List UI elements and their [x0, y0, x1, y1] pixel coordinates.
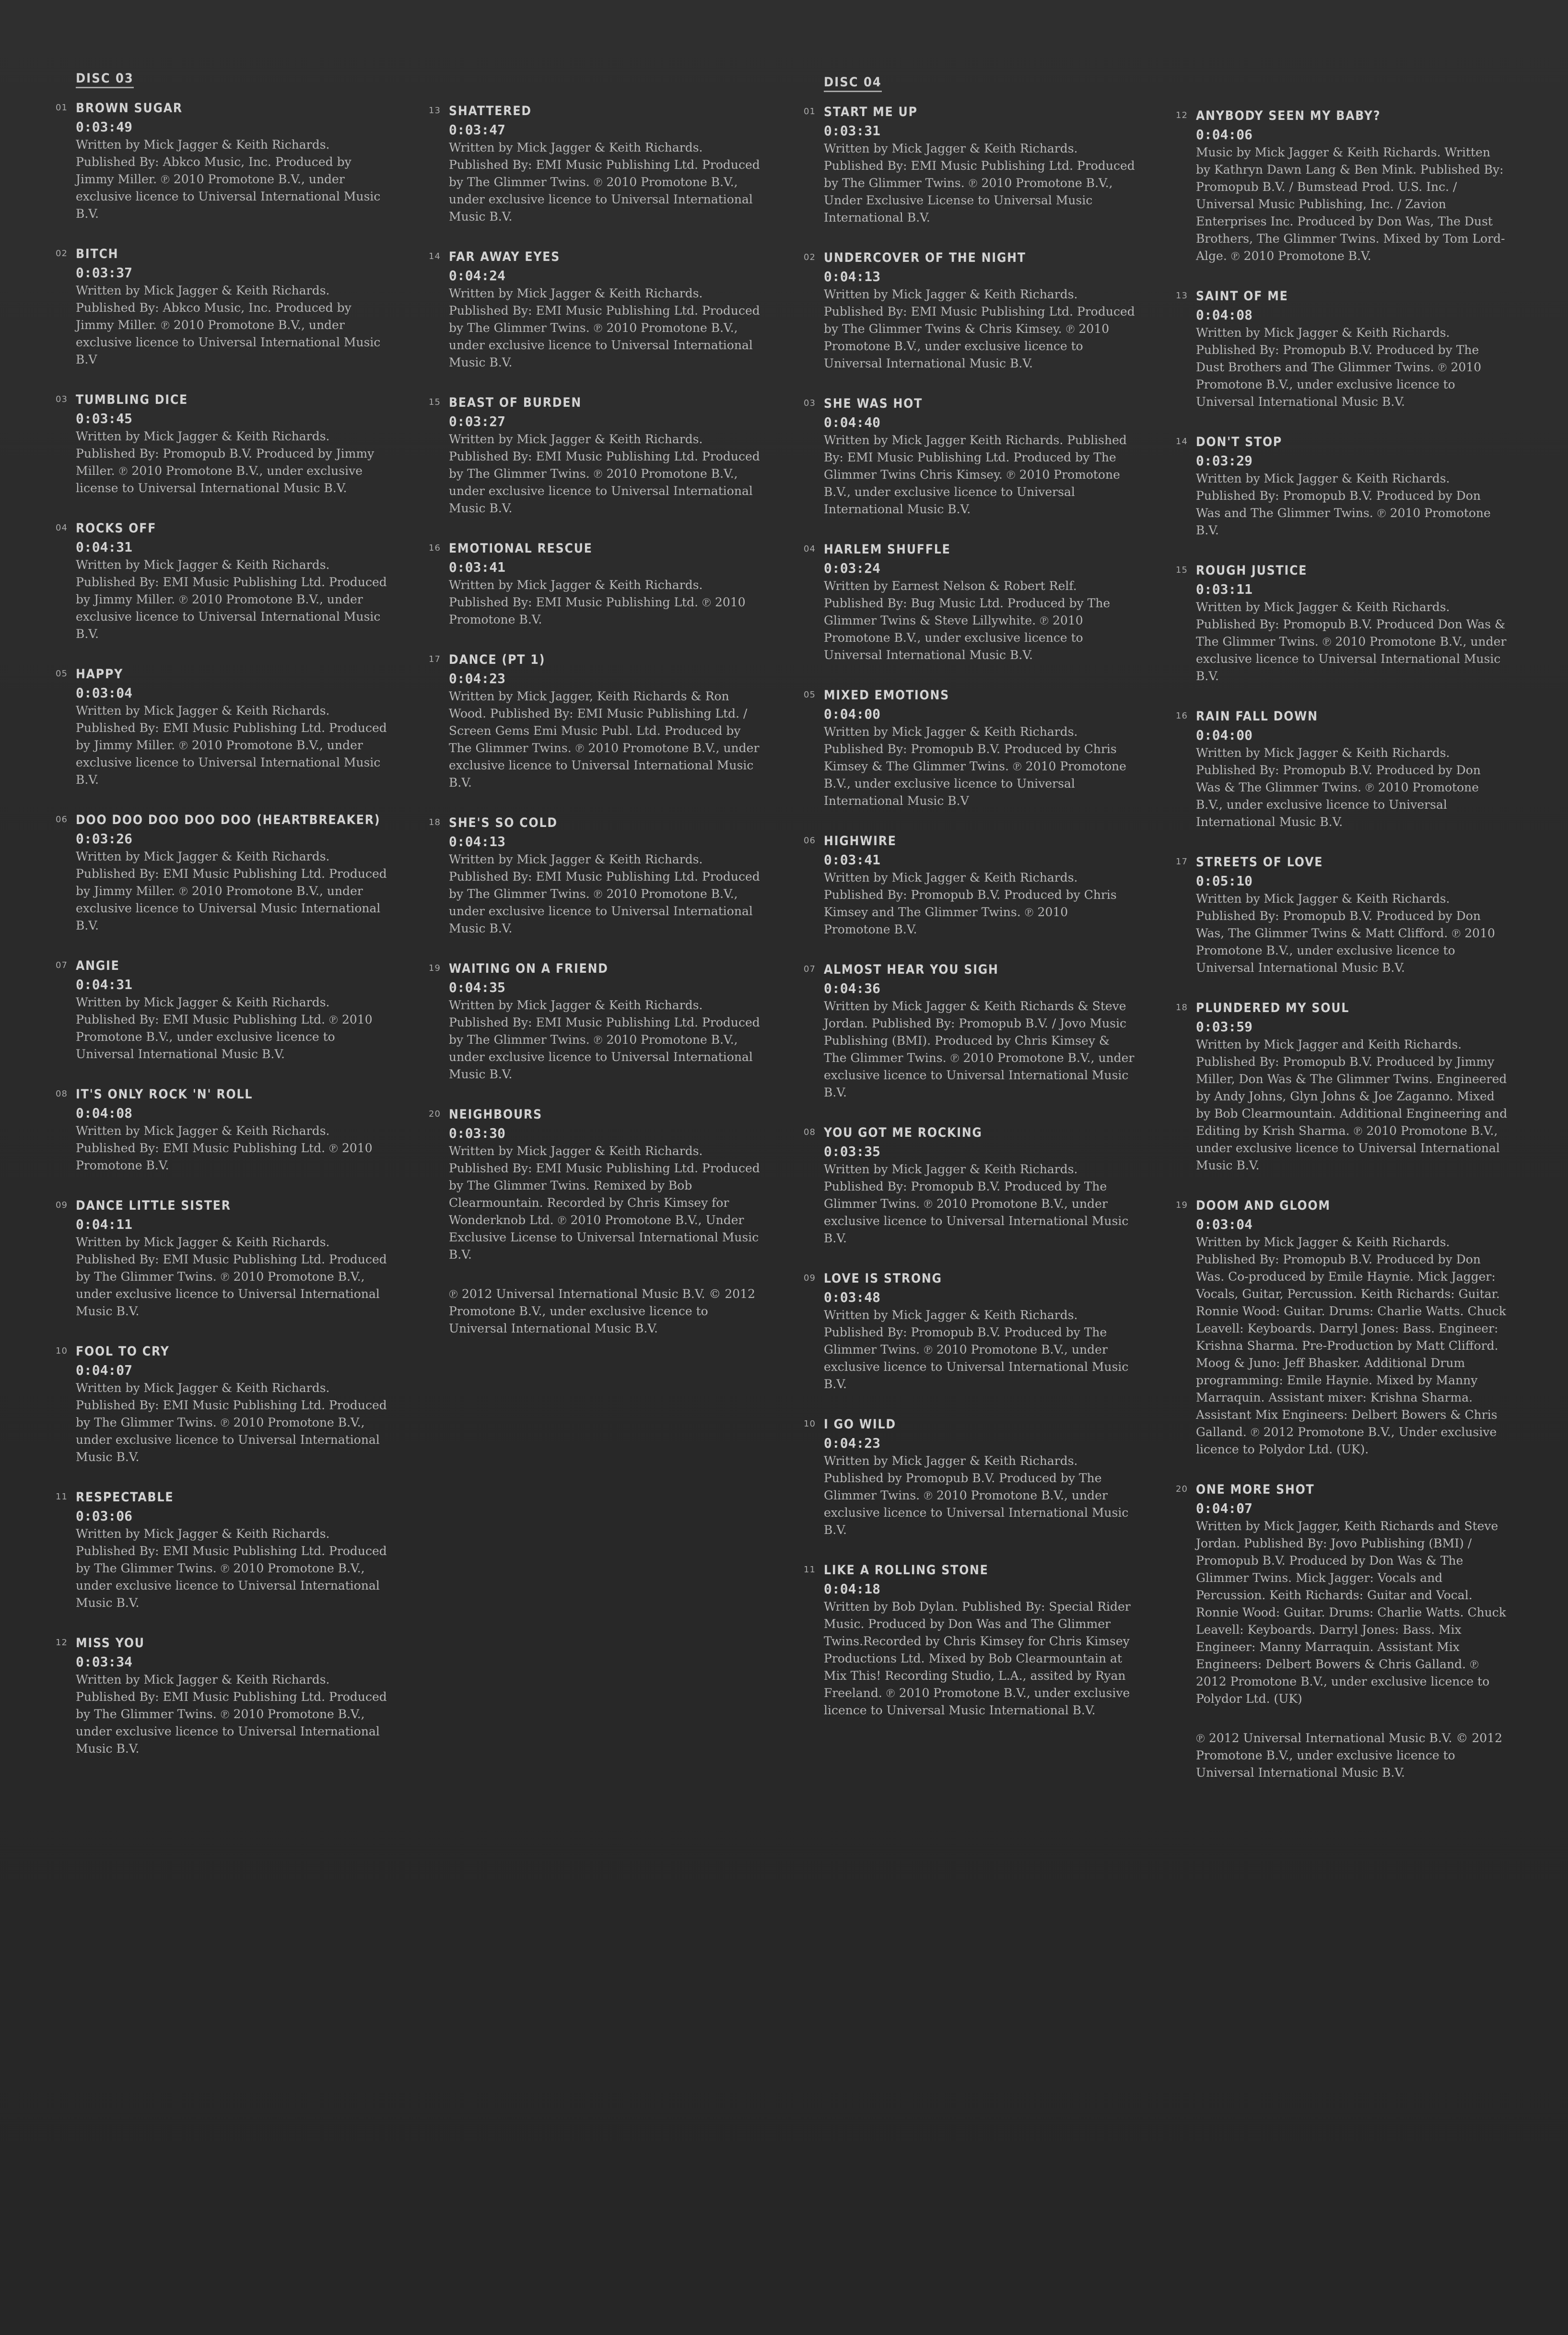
track-title: ONE MORE SHOT: [1196, 1482, 1315, 1497]
track-title: ROUGH JUSTICE: [1196, 563, 1308, 578]
track-title: ANGIE: [76, 958, 120, 973]
track-title: EMOTIONAL RESCUE: [449, 541, 593, 556]
track-item: [429, 539, 784, 628]
track-item: [1176, 106, 1532, 265]
track-item: [1176, 1480, 1532, 1708]
track-title: LOVE IS STRONG: [824, 1271, 942, 1286]
track-number: 03: [56, 394, 68, 404]
track-duration: 0:04:23: [824, 1435, 881, 1451]
track-credits: Written by Mick Jagger & Keith Richards. Published By: EMI Music Publishing Ltd. Produced by Jimmy Miller. ℗ 2010 Promotone B.V., under exclusive licence to Universal International Music B.V.: [76, 704, 387, 787]
track-title: MISS YOU: [76, 1636, 145, 1651]
track-title: SHE'S SO COLD: [449, 815, 558, 830]
track-title: LIKE A ROLLING STONE: [824, 1563, 989, 1578]
track-title: UNDERCOVER OF THE NIGHT: [824, 250, 1026, 265]
track-duration: 0:04:11: [76, 1216, 133, 1232]
track-credits: Written by Mick Jagger & Keith Richards. Published By: EMI Music Publishing Ltd. Produced by The Glimmer Twins. ℗ 2010 Promotone B.V., under exclusive licence to Universal International Music B.V.: [449, 852, 760, 935]
track-credits: Written by Mick Jagger & Keith Richards. Published By: EMI Music Publishing Ltd. Produced by The Glimmer Twins & Chris Kimsey. ℗ 2010 Promotone B.V., under exclusive licence to Universal International Music B.V.: [824, 287, 1135, 370]
track-duration: 0:03:41: [449, 559, 506, 575]
track-duration: 0:03:27: [449, 413, 506, 429]
track-title: FAR AWAY EYES: [449, 249, 561, 264]
track-number: 09: [804, 1273, 816, 1283]
track-duration: 0:03:31: [824, 123, 881, 139]
disc3-column-2: [429, 102, 784, 1337]
track-item: [56, 1196, 411, 1320]
track-title: HARLEM SHUFFLE: [824, 542, 951, 557]
track-duration: 0:05:10: [1196, 873, 1253, 889]
track-item: [56, 1634, 411, 1757]
track-credits: Written by Mick Jagger & Keith Richards. Published By: Promopub B.V. Produced by Jimmy Miller. ℗ 2010 Promotone B.V., under exclusive license to Universal International Music B.V.: [76, 429, 374, 495]
track-duration: 0:03:06: [76, 1508, 133, 1524]
track-duration: 0:03:35: [824, 1144, 881, 1159]
track-item: [804, 103, 1159, 226]
track-duration: 0:04:40: [824, 414, 881, 430]
track-item: [56, 390, 411, 497]
track-title: ANYBODY SEEN MY BABY?: [1196, 108, 1381, 123]
track-number: 17: [1176, 857, 1188, 867]
track-item: [1176, 433, 1532, 539]
track-duration: 0:04:00: [824, 706, 881, 722]
track-credits: Written by Bob Dylan. Published By: Special Rider Music. Produced by Don Was and The Glimmer Twins.Recorded by Chris Kimsey for Chris Kimsey Productions Ltd. Mixed by Bob Clearmountain at Mix This! Recording Studio, L.A., assited by Ryan Freeland. ℗ 2010 Promotone B.V., under exclusive licence to Universal Music International B.V.: [824, 1600, 1131, 1717]
track-item: [429, 248, 784, 371]
track-duration: 0:03:04: [1196, 1216, 1253, 1232]
track-credits: Written by Earnest Nelson & Robert Relf. Published By: Bug Music Ltd. Produced by The Glimmer Twins & Steve Lillywhite. ℗ 2010 Promotone B.V., under exclusive licence to Universal International Music B.V.: [824, 579, 1111, 662]
track-duration: 0:04:31: [76, 539, 133, 555]
track-number: 10: [56, 1346, 68, 1356]
track-duration: 0:04:00: [1196, 727, 1253, 743]
track-credits: Written by Mick Jagger & Keith Richards. Published By: EMI Music Publishing Ltd. Produced by The Glimmer Twins. ℗ 2010 Promotone B.V., under exclusive licence to Universal International Music B.V.: [76, 1673, 387, 1756]
track-number: 05: [56, 669, 68, 679]
track-number: 09: [56, 1200, 68, 1210]
track-credits: Written by Mick Jagger & Keith Richards. Published By: EMI Music Publishing Ltd. Produced by The Glimmer Twins. ℗ 2010 Promotone B.V., under exclusive licence to Universal International Music B.V.: [449, 286, 760, 369]
track-duration: 0:03:47: [449, 122, 506, 138]
track-item: [804, 686, 1159, 810]
track-item: [56, 519, 411, 643]
track-credits: Written by Mick Jagger & Keith Richards. Published By: Promopub B.V. Produced by Chris Kimsey and The Glimmer Twins. ℗ 2010 Promotone B.V.: [824, 871, 1117, 936]
track-number: 11: [804, 1565, 816, 1575]
track-number: 20: [429, 1109, 441, 1119]
track-duration: 0:04:08: [76, 1105, 133, 1121]
disc3-label: DISC 03: [76, 71, 134, 88]
track-title: SAINT OF ME: [1196, 289, 1288, 304]
track-number: 15: [1176, 565, 1188, 575]
track-duration: 0:04:07: [1196, 1500, 1253, 1516]
track-credits: Written by Mick Jagger & Keith Richards. Published By: Promopub B.V. Produced by The Glimmer Twins. ℗ 2010 Promotone B.V., under exclusive licence to Universal International Music B.V.: [824, 1162, 1129, 1245]
track-item: [1176, 853, 1532, 977]
track-duration: 0:04:31: [76, 977, 133, 992]
track-credits: Written by Mick Jagger & Keith Richards. Published By: EMI Music Publishing Ltd. Produced by The Glimmer Twins. Remixed by Bob Clearmountain. Recorded by Chris Kimsey for Wonderknob Ltd. ℗ 2010 Promotone B.V., Under Exclusive License to Universal International Music B.V.: [449, 1144, 760, 1262]
track-duration: 0:03:04: [76, 685, 133, 701]
disc3-column-1: [56, 71, 411, 1780]
track-title: HIGHWIRE: [824, 834, 897, 849]
track-number: 12: [56, 1638, 68, 1648]
track-item: [429, 814, 784, 937]
track-duration: 0:03:45: [76, 411, 133, 426]
track-number: 06: [804, 836, 816, 846]
track-item: [429, 959, 784, 1083]
track-item: [56, 956, 411, 1063]
track-item: [56, 1085, 411, 1174]
track-duration: 0:04:06: [1196, 127, 1253, 142]
track-duration: 0:04:13: [449, 834, 506, 849]
track-item: [429, 102, 784, 225]
track-item: [1176, 561, 1532, 685]
track-item: [804, 1415, 1159, 1539]
track-number: 02: [56, 248, 68, 259]
track-item: [56, 245, 411, 368]
track-credits: Written by Mick Jagger & Keith Richards. Published By: EMI Music Publishing Ltd. ℗ 2010 Promotone B.V.: [449, 578, 746, 626]
track-credits: Written by Mick Jagger & Keith Richards. Published By: Promopub B.V. Produced by Chris Kimsey & The Glimmer Twins. ℗ 2010 Promotone B.V., under exclusive licence to Universal International Music B.V: [824, 725, 1126, 808]
track-duration: 0:03:34: [76, 1654, 133, 1670]
track-item: [1176, 707, 1532, 831]
track-item: [429, 1105, 784, 1263]
track-credits: Written by Mick Jagger & Keith Richards. Published By: Promopub B.V. Produced by The Glimmer Twins. ℗ 2010 Promotone B.V., under exclusive licence to Universal International Music B.V.: [824, 1308, 1129, 1391]
copyright-footer: ℗ 2012 Universal International Music B.V. © 2012 Promotone B.V., under exclusive licence to Universal International Music B.V.: [449, 1287, 755, 1335]
track-title: I GO WILD: [824, 1417, 896, 1432]
track-credits: Written by Mick Jagger, Keith Richards & Ron Wood. Published By: EMI Music Publishing Ltd. / Screen Gems Emi Music Publ. Ltd. Produced by The Glimmer Twins. ℗ 2010 Promotone B.V., under exclusive licence to Universal International Music B.V.: [449, 689, 760, 790]
track-title: DANCE (PT 1): [449, 652, 546, 667]
track-number: 08: [804, 1127, 816, 1137]
track-title: IT'S ONLY ROCK 'N' ROLL: [76, 1087, 253, 1102]
track-credits: Written by Mick Jagger & Keith Richards. Published By: EMI Music Publishing Ltd. Produced by The Glimmer Twins. ℗ 2010 Promotone B.V., under exclusive licence to Universal International Music B.V.: [76, 1235, 387, 1318]
track-title: ROCKS OFF: [76, 521, 157, 536]
track-number: 14: [1176, 436, 1188, 447]
track-item: [56, 665, 411, 789]
track-item: [804, 960, 1159, 1101]
track-credits: Written by Mick Jagger & Keith Richards. Published By: Promopub B.V. Produced Don Was & The Glimmer Twins. ℗ 2010 Promotone B.V., under exclusive licence to Universal International Music B.V.: [1196, 600, 1507, 683]
track-title: STREETS OF LOVE: [1196, 855, 1323, 870]
track-title: SHE WAS HOT: [824, 396, 923, 411]
disc4-column-1: [804, 75, 1159, 1741]
track-credits: Written by Mick Jagger & Keith Richards. Published By: Promopub B.V. Produced by Don Was. Co-produced by Emile Haynie. Mick Jagger: Vocals, Guitar, Percussion. Keith Richards: Guitar. Ronnie Wood: Guitar. Drums: Charlie Watts. Chuck Leavell: Keyboards. Darryl Jones: Bass. Engineer: Krishna Sharma. Pre-Production by Matt Clifford. Moog & Juno: Jeff Bhasker. Additional Drum programming: Emile Haynie. Mixed by Manny Marraquin. Assistant mixer: Krishna Sharma. Assistant Mix Engineers: Delbert Bowers & Chris Galland. ℗ 2012 Promotone B.V., Under exclusive licence to Polydor Ltd. (UK).: [1196, 1235, 1506, 1456]
track-number: 11: [56, 1492, 68, 1502]
track-number: 15: [429, 397, 441, 407]
track-credits: Written by Mick Jagger & Keith Richards. Published By: Promopub B.V. Produced by Don Was & The Glimmer Twins. ℗ 2010 Promotone B.V., under exclusive licence to Universal International Music B.V.: [1196, 746, 1481, 829]
track-duration: 0:03:26: [76, 831, 133, 847]
track-title: NEIGHBOURS: [449, 1107, 542, 1122]
track-title: TUMBLING DICE: [76, 392, 188, 407]
track-number: 02: [804, 252, 816, 262]
track-item: [56, 1342, 411, 1466]
track-number: 19: [1176, 1200, 1188, 1210]
track-item: [804, 394, 1159, 518]
track-number: 10: [804, 1419, 816, 1429]
track-title: WAITING ON A FRIEND: [449, 961, 608, 976]
track-credits: Written by Mick Jagger & Keith Richards. Published By: EMI Music Publishing Ltd. ℗ 2010 Promotone B.V.: [76, 1124, 373, 1172]
track-item: [1176, 1196, 1532, 1458]
track-item: [1176, 287, 1532, 411]
track-item: [56, 811, 411, 934]
track-duration: 0:04:08: [1196, 307, 1253, 323]
track-item: [804, 248, 1159, 372]
track-number: 08: [56, 1089, 68, 1099]
track-title: HAPPY: [76, 667, 124, 682]
track-item: [804, 1269, 1159, 1393]
track-credits: Written by Mick Jagger & Keith Richards. Published By: EMI Music Publishing Ltd. Produced by The Glimmer Twins. ℗ 2010 Promotone B.V., under exclusive licence to Universal International Music B.V.: [76, 1381, 387, 1464]
track-item: [429, 650, 784, 791]
track-credits: Written by Mick Jagger & Keith Richards. Published By: Abkco Music, Inc. Produced by Jimmy Miller. ℗ 2010 Promotone B.V., under exclusive licence to Universal International Music B.V.: [76, 138, 381, 221]
track-title: RAIN FALL DOWN: [1196, 709, 1318, 724]
track-item: [804, 1123, 1159, 1247]
track-duration: 0:03:24: [824, 560, 881, 576]
track-number: 19: [429, 963, 441, 973]
track-credits: Written by Mick Jagger & Keith Richards. Published by Promopub B.V. Produced by The Glimmer Twins. ℗ 2010 Promotone B.V., under exclusive licence to Universal International Music B.V.: [824, 1454, 1129, 1537]
track-number: 20: [1176, 1484, 1188, 1494]
track-number: 05: [804, 690, 816, 700]
track-duration: 0:04:36: [824, 980, 881, 996]
track-credits: Written by Mick Jagger & Keith Richards. Published By: EMI Music Publishing Ltd. Produced by Jimmy Miller. ℗ 2010 Promotone B.V., under exclusive licence to Universal Music International B.V.: [76, 849, 387, 932]
track-duration: 0:04:13: [824, 269, 881, 284]
track-credits: Written by Mick Jagger & Keith Richards. Published By: Promopub B.V. Produced by Don Was, The Glimmer Twins & Matt Clifford. ℗ 2010 Promotone B.V., under exclusive licence to Universal International Music B.V.: [1196, 892, 1495, 975]
track-item: [56, 1488, 411, 1612]
track-number: 07: [56, 960, 68, 970]
track-duration: 0:04:07: [76, 1362, 133, 1378]
track-credits: Written by Mick Jagger Keith Richards. Published By: EMI Music Publishing Ltd. Produced by The Glimmer Twins Chris Kimsey. ℗ 2010 Promotone B.V., under exclusive licence to Universal International Music B.V.: [824, 433, 1127, 516]
track-credits: Written by Mick Jagger & Keith Richards. Published By: Abkco Music, Inc. Produced by Jimmy Miller. ℗ 2010 Promotone B.V., under exclusive licence to Universal International Music B.V: [76, 283, 381, 366]
track-title: FOOL TO CRY: [76, 1344, 170, 1359]
track-duration: 0:03:41: [824, 852, 881, 868]
track-duration: 0:03:49: [76, 119, 133, 135]
track-number: 13: [429, 106, 441, 116]
track-credits: Written by Mick Jagger & Keith Richards. Published By: EMI Music Publishing Ltd. Produced by The Glimmer Twins. ℗ 2010 Promotone B.V., under exclusive licence to Universal International Music B.V.: [449, 432, 760, 515]
track-title: DOOM AND GLOOM: [1196, 1198, 1331, 1213]
track-title: ALMOST HEAR YOU SIGH: [824, 962, 999, 977]
disc4-column-2: [1176, 106, 1532, 1781]
track-number: 14: [429, 251, 441, 261]
track-credits: Written by Mick Jagger & Keith Richards. Published By: EMI Music Publishing Ltd. Produced by The Glimmer Twins. ℗ 2010 Promotone B.V., under exclusive licence to Universal International Music B.V.: [449, 141, 760, 224]
track-title: DOO DOO DOO DOO DOO (HEARTBREAKER): [76, 813, 381, 827]
track-credits: Written by Mick Jagger & Keith Richards. Published By: EMI Music Publishing Ltd. Produced by The Glimmer Twins. ℗ 2010 Promotone B.V., under exclusive licence to Universal International Music B.V.: [76, 1527, 387, 1610]
track-number: 04: [56, 523, 68, 533]
track-credits: Written by Mick Jagger & Keith Richards. Published By: Promopub B.V. Produced by Don Was and The Glimmer Twins. ℗ 2010 Promotone B.V.: [1196, 472, 1491, 537]
track-title: BEAST OF BURDEN: [449, 395, 582, 410]
track-duration: 0:03:59: [1196, 1019, 1253, 1035]
track-item: [804, 540, 1159, 664]
track-number: 18: [429, 817, 441, 827]
track-credits: Written by Mick Jagger & Keith Richards. Published By: EMI Music Publishing Ltd. Produced by The Glimmer Twins. ℗ 2010 Promotone B.V., under exclusive licence to Universal International Music B.V.: [449, 998, 760, 1081]
track-title: PLUNDERED MY SOUL: [1196, 1001, 1350, 1015]
track-duration: 0:04:35: [449, 979, 506, 995]
track-number: 18: [1176, 1002, 1188, 1013]
track-item: [804, 832, 1159, 938]
track-credits: Written by Mick Jagger, Keith Richards and Steve Jordan. Published By: Jovo Publishing (BMI) / Promopub B.V. Produced by Don Was & The Glimmer Twins. Mick Jagger: Vocals and Percussion. Keith Richards: Guitar and Vocal. Ronnie Wood: Guitar. Drums: Charlie Watts. Chuck Leavell: Keyboards. Darryl Jones: Bass. Mix Engineer: Manny Marraquin. Assistant Mix Engineers: Delbert Bowers & Chris Galland. ℗ 2012 Promotone B.V., under exclusive licence to Polydor Ltd. (UK): [1196, 1519, 1506, 1706]
track-credits: Written by Mick Jagger & Keith Richards & Steve Jordan. Published By: Promopub B.V. / Jovo Music Publishing (BMI). Produced by Chris Kimsey & The Glimmer Twins. ℗ 2010 Promotone B.V., under exclusive licence to Universal International Music B.V.: [824, 999, 1135, 1099]
track-item: [429, 393, 784, 517]
track-title: START ME UP: [824, 105, 918, 119]
track-credits: Written by Mick Jagger & Keith Richards. Published By: Promopub B.V. Produced by The Dust Brothers and The Glimmer Twins. ℗ 2010 Promotone B.V., under exclusive licence to Universal International Music B.V.: [1196, 326, 1482, 409]
track-title: BITCH: [76, 247, 119, 261]
track-number: 06: [56, 814, 68, 825]
track-number: 13: [1176, 291, 1188, 301]
track-number: 16: [429, 543, 441, 553]
track-title: BROWN SUGAR: [76, 101, 183, 116]
track-item: [1176, 999, 1532, 1174]
track-duration: 0:03:48: [824, 1289, 881, 1305]
track-credits: Music by Mick Jagger & Keith Richards. Written by Kathryn Dawn Lang & Ben Mink. Published By: Promopub B.V. / Bumstead Prod. U.S. Inc. / Universal Music Publishing, Inc. / Zavion Enterprises Inc. Produced by Don Was, The Dust Brothers, The Glimmer Twins. Mixed by Tom Lord-Alge. ℗ 2010 Promotone B.V.: [1196, 145, 1505, 263]
track-number: 04: [804, 544, 816, 554]
track-title: DANCE LITTLE SISTER: [76, 1198, 231, 1213]
copyright-footer: ℗ 2012 Universal International Music B.V. © 2012 Promotone B.V., under exclusive licence to Universal International Music B.V.: [1196, 1731, 1502, 1780]
track-credits: Written by Mick Jagger & Keith Richards. Published By: EMI Music Publishing Ltd. ℗ 2010 Promotone B.V., under exclusive licence to Universal International Music B.V.: [76, 995, 373, 1061]
track-title: YOU GOT ME ROCKING: [824, 1125, 983, 1140]
track-item: [56, 99, 411, 223]
track-duration: 0:03:29: [1196, 453, 1253, 469]
track-number: 12: [1176, 110, 1188, 120]
track-credits: Written by Mick Jagger and Keith Richards. Published By: Promopub B.V. Produced by Jimmy Miller, Don Was & The Glimmer Twins. Engineered by Andy Johns, Glyn Johns & Joe Zaganno. Mixed by Bob Clearmountain. Additional Engineering and Editing by Krish Sharma. ℗ 2010 Promotone B.V., under exclusive licence to Universal International Music B.V.: [1196, 1038, 1508, 1172]
track-number: 07: [804, 964, 816, 974]
track-number: 16: [1176, 711, 1188, 721]
track-duration: 0:03:30: [449, 1125, 506, 1141]
track-duration: 0:04:18: [824, 1581, 881, 1597]
track-number: 01: [804, 106, 816, 117]
track-title: RESPECTABLE: [76, 1490, 174, 1505]
track-item: [804, 1561, 1159, 1719]
track-duration: 0:03:37: [76, 265, 133, 281]
disc4-label: DISC 04: [824, 75, 882, 92]
track-number: 01: [56, 103, 68, 113]
track-number: 03: [804, 398, 816, 408]
track-duration: 0:04:23: [449, 671, 506, 686]
track-credits: Written by Mick Jagger & Keith Richards. Published By: EMI Music Publishing Ltd. Produced by The Glimmer Twins. ℗ 2010 Promotone B.V., Under Exclusive License to Universal Music International B.V.: [824, 142, 1135, 224]
track-title: SHATTERED: [449, 104, 532, 118]
track-title: DON'T STOP: [1196, 435, 1283, 449]
track-duration: 0:04:24: [449, 268, 506, 283]
track-number: 17: [429, 654, 441, 664]
track-duration: 0:03:11: [1196, 581, 1253, 597]
track-credits: Written by Mick Jagger & Keith Richards. Published By: EMI Music Publishing Ltd. Produced by Jimmy Miller. ℗ 2010 Promotone B.V., under exclusive licence to Universal International Music B.V.: [76, 558, 387, 641]
track-title: MIXED EMOTIONS: [824, 688, 949, 703]
